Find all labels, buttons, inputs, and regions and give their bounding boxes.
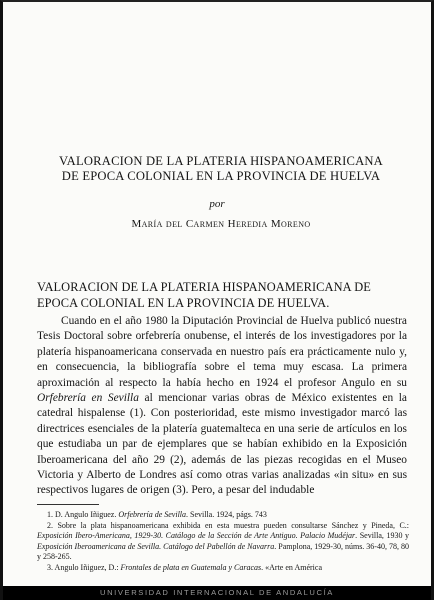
body-paragraph bbox=[37, 314, 407, 499]
article-title-line-1: VALORACION DE LA PLATERIA HISPANOAMERICANA bbox=[59, 154, 383, 168]
footnote-text: 3. Angulo Iñiguez, D.: bbox=[47, 562, 121, 572]
footnote-text: . Pamplona, 1929-30, núms. 36-40, 78, 80 y 258-265. bbox=[37, 541, 409, 562]
body-text-part-1: Cuando en el año 1980 la Diputación Provincial de Huelva publicó nuestra Tesis Doctoral sobre orfebrería onubense, el interés de los investigadores por la platería hispanoamericana conservada en nuestro país era prácticamente nulo y, en consecuencia, la bibliografía sobre el tema muy escasa. La primera aproximación al respecto la había hecho en 1924 el profesor Angulo en su bbox=[37, 315, 407, 389]
footnote-1 bbox=[37, 510, 409, 521]
footnote-2 bbox=[37, 521, 409, 563]
article-title bbox=[43, 154, 399, 184]
article-title-line-2: DE EPOCA COLONIAL EN LA PROVINCIA DE HUELVA bbox=[61, 169, 381, 183]
section-heading-line-1: VALORACION DE LA PLATERIA HISPANOAMERICANA DE bbox=[37, 280, 371, 294]
byline-prefix: por bbox=[209, 198, 225, 210]
footnote-3 bbox=[37, 563, 409, 574]
footnote-divider bbox=[37, 504, 99, 505]
footnote-italic: Exposición Ibero-Americana, 1929-30. Catálogo de la Sección de Arte Antiguo. Palacio Mudéjar bbox=[37, 531, 356, 541]
body-italic-title: Orfebrería en Sevilla bbox=[37, 392, 139, 405]
footnote-text: 2. Sobre la plata hispanoamericana exhibida en esta muestra pueden consultarse Sánchez y Pineda, C.: bbox=[47, 520, 409, 530]
section-heading-line-2: EPOCA COLONIAL EN LA PROVINCIA DE HUELVA. bbox=[37, 295, 330, 310]
footer-bar bbox=[3, 586, 431, 600]
footnote-italic: Frontales de plata en Guatemala y Caracas bbox=[120, 562, 262, 572]
author-name: María del Carmen Heredia Moreno bbox=[131, 218, 311, 230]
footer-watermark: UNIVERSIDAD INTERNACIONAL DE ANDALUCÍA bbox=[100, 588, 334, 597]
footnotes-list bbox=[37, 510, 409, 574]
footnote-text: . Sevilla. 1924, págs. 743 bbox=[186, 510, 267, 519]
footnote-text: . Sevilla, 1930 y bbox=[355, 531, 409, 541]
footnote-italic: Orfebrería de Sevilla bbox=[118, 510, 187, 519]
footnote-text: 1. D. Angulo Iñiguez. bbox=[47, 510, 119, 519]
body-text-part-2: al mencionar varias obras de México existentes en la catedral hispalense (1). Con posterioridad, este mismo investigador marcó las directrices esenciales de la platería guatemalteca en una serie de artículos en los que estudiaba un par de ejemplares que se habían exhibido en la Exposición Iberoamericana del año 29 (2), además de las piezas recogidas en el Museo Victoria y Alberto de Londres así como otras varias analizadas «in situ» en sus respectivos lugares de origen (3). Pero, a pesar del indudable bbox=[37, 392, 407, 497]
footnote-text: . «Arte en América bbox=[261, 562, 322, 572]
footnote-italic: Exposición Iberoamericana de Sevilla. Catálogo del Pabellón de Navarra bbox=[37, 541, 275, 551]
section-heading bbox=[37, 280, 409, 311]
